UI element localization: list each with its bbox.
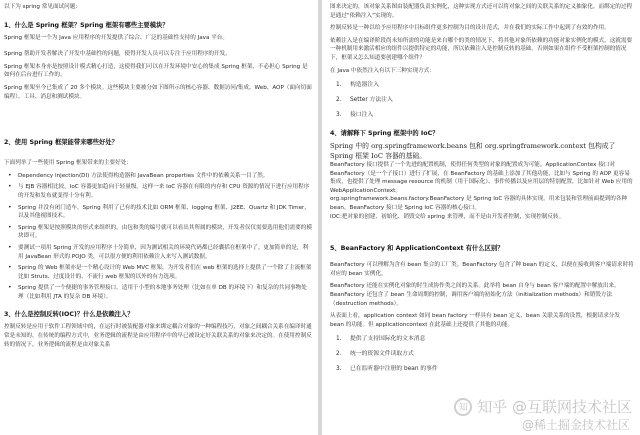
ioc-paragraph-2: 控制反转是一种以给予应用程序中目标组件更多控制为目的设计范式，并在我们的实际工作中起到了有效的作用。: [330, 25, 610, 32]
ioc-paragraph-3: 依赖注入是在编译阶段尚未知所需的功能是来自哪个的类的情况下，将其他对象所依赖的功能对象实例化的模式。这就需要一种机制用来激活相应的组件以提供特定的功能，所以依赖注入是控制反转的基础。否则如果在组件不受框架控制的情况下，框架又怎么知道要创建哪个组件？: [330, 37, 633, 61]
q1-paragraph-2: Spring 帮助开发者解决了开发中基础性的问题，使得开发人员可以专注于应用程序的开发。: [4, 51, 231, 58]
q3-paragraph-1: 控制反转是应用于软件工程领域中的，在运行时被装配器对象来绑定耦合对象的一种编程技巧，对象之间耦合关系在编译时通常是未知的。在传统的编程方式中，业务逻辑的流程是由应用程序中的早已被设定好关联关系的对象来决定的。在使用控制反转的情况下，业务逻辑的流程是由对象关系: [4, 324, 312, 348]
benefit-list-item: • Spring 框架是按照模块的形式来组织的。由包和类的编号就可以看出其所属的模块，开发者仅仅需要选用他们需要的模块即可。: [8, 223, 312, 240]
injection-list-item: 2. Setter 方法注入: [336, 97, 393, 104]
q5-paragraph-2: BeanFactory 还能在实例化对象的时生成协作类之间的关系。此举将 bean 自身与 bean 客户端的配置中解放出来。BeanFactory 还包含了 bean 生命周期的控制，调用客户端的初始化方法（initialization methods）和销毁方法（destruction methods）。: [330, 283, 620, 307]
question-4-heading: 4、请解释下 Spring 框架中的 IoC？: [330, 130, 439, 138]
intro-text: 以下为 spring 常见面试问题：: [4, 4, 81, 10]
q2-lead-text: 下面列举了一些使用 Spring 框架带来的主要好处：: [4, 160, 132, 167]
q4-paragraph-2: BeanFactory 接口提供了一个先进的配置机制，使得任何类型的对象的配置成为可能。ApplicationContex 接口对 BeanFactory（是一个子接口）进行了扩展，在 BeanFactory 的基础上添加了其他功能，比如与 Spring 的 AOP 更容易集成，也提供了处理 message resource 的机制（用于国际化）、事件传播以及应用层的特别配置，比如针对 Web 应用的 WebApplicationContext。: [330, 161, 633, 194]
left-document-page: [0, 0, 318, 435]
q1-paragraph-3: Spring 框架本身亦是按照设计模式精心打造，这使得我们可以在开发环境中安心的集成 Spring 框架，不必担心 Spring 是如何在后台进行工作的。: [4, 63, 308, 79]
q1-paragraph-1: Spring 框架是一个为 Java 应用程序的开发提供了综合、广泛的基础性支持的 Java 平台。: [4, 34, 228, 41]
benefit-list-item: • 要测试一项用 Spring 开发的应用程序十分简单，因为测试相关的环境代码都已经囊括在框架中了。更加简单的是，利用 JavaBean 形式的 POJO 类，可以很方便的利用依赖注入来写入测试数据。: [8, 243, 309, 260]
q4-paragraph-4: IOC:把对象的创建、初始化、销毁交给 spring 来管理，而不是由开发者控制，实现控制反转。: [330, 213, 565, 220]
benefit-list-item: • Dependency Injection(DI) 方法使得构造器和 JavaBean properties 文件中的依赖关系一目了然。: [8, 171, 269, 179]
question-3-heading: 3、什么是控制反转(IOC)？什么是依赖注入？: [4, 311, 134, 319]
context-feature-item: 1. 提供了支持国际化的文本消息: [336, 336, 426, 343]
injection-list-item: 1. 构造器注入: [336, 82, 379, 89]
q4-paragraph-1: Spring 中的 org.springframework.beans 包和 org.springframework.context 包构成了 Spring 框架 IoC 容器的基础。: [330, 142, 616, 160]
question-1-heading: 1、什么是 Spring 框架？Spring 框架有哪些主要模块？: [4, 21, 169, 29]
watermark-text: 知乎 @互联网技术社区: [477, 398, 632, 416]
right-document-page: [322, 0, 640, 435]
q5-paragraph-3: 从表面上看，application context 如同 bean factory 一样具有 bean 定义、bean 关联关系的设置，根据请求分发 bean 的功能。但 applicationcontext 在此基础上还提供了其他的功能。: [330, 313, 620, 328]
ioc-paragraph-4: 在 Java 中依然注入有以下三种实现方式：: [330, 67, 435, 74]
benefit-list-item: • Spring 并没有闭门造车，Spring 利用了已有的技术比如 ORM 框架、logging 框架、J2EE、Quartz 和 JDK Timer，以及其他视图技术。: [8, 203, 310, 220]
q5-paragraph-1: BeanFactory 可以理解为含有 bean 集合的工厂类。BeanFactory 包含了种 bean 的定义，以便在接收到客户端请求时将对应的 bean 实例化。: [330, 262, 634, 277]
benefit-list-item: • 与 EJB 容器相比较，IoC 容器更加趋向于轻量级。这样一来 IoC 容器在有限的内存和 CPU 资源的情况下进行应用程序的开发和发布就变得十分有利。: [8, 183, 310, 199]
benefit-list-item: • Spring 的 Web 框架亦是一个精心设计的 Web MVC 框架，为开发者们在 web 框架的选择上提供了一个除了主流框架比如 Struts、过度设计的、不流行 web 框架的以外的有力选项。: [8, 264, 312, 280]
q1-paragraph-4: Spring 框架至今已集成了 20 多个模块。这些模块主要被分如下图所示的核心容器、数据访问/集成、Web、AOP（面向切面编程）、工具、消息和测试模块。: [4, 84, 312, 100]
context-feature-item: 2. 统一的资源文件读取方式: [336, 351, 414, 358]
question-5-heading: 5、BeanFactory 和 ApplicationContext 有什么区别？: [330, 245, 504, 253]
benefit-list-item: • Spring 提供了一个便捷的事务管理接口，适用于小型的本地事务处理（比如在单 DB 的环境下）和复杂的共同事物处理（比如利用 JTA 的复杂 DB 环境）。: [8, 284, 307, 300]
juejin-watermark: @稀土掘金技术社区: [521, 418, 630, 432]
context-feature-item: 3. 已在监听器中注册的 bean 的事件: [336, 366, 438, 373]
injection-list-item: 3. 接口注入: [336, 112, 374, 119]
zhihu-logo-icon: 知: [454, 398, 472, 416]
q4-paragraph-3: org.springframework.beans.factory.BeanFactory 是 Spring IoC 容器的具体实现，用来包装和管理前面提到的各种 bean。BeanFactory 接口是 Spring IoC 容器的核心接口。: [330, 196, 628, 211]
question-2-heading: 2、使用 Spring 框架能带来哪些好处？: [4, 139, 118, 147]
ioc-paragraph-1: 图来决定的，该对象关系图由装配器负责实例化，这种实现方式还可以将对象之间的关联关系的定义抽象化。而绑定的过程是通过“依赖注入”实现的。: [330, 4, 633, 19]
